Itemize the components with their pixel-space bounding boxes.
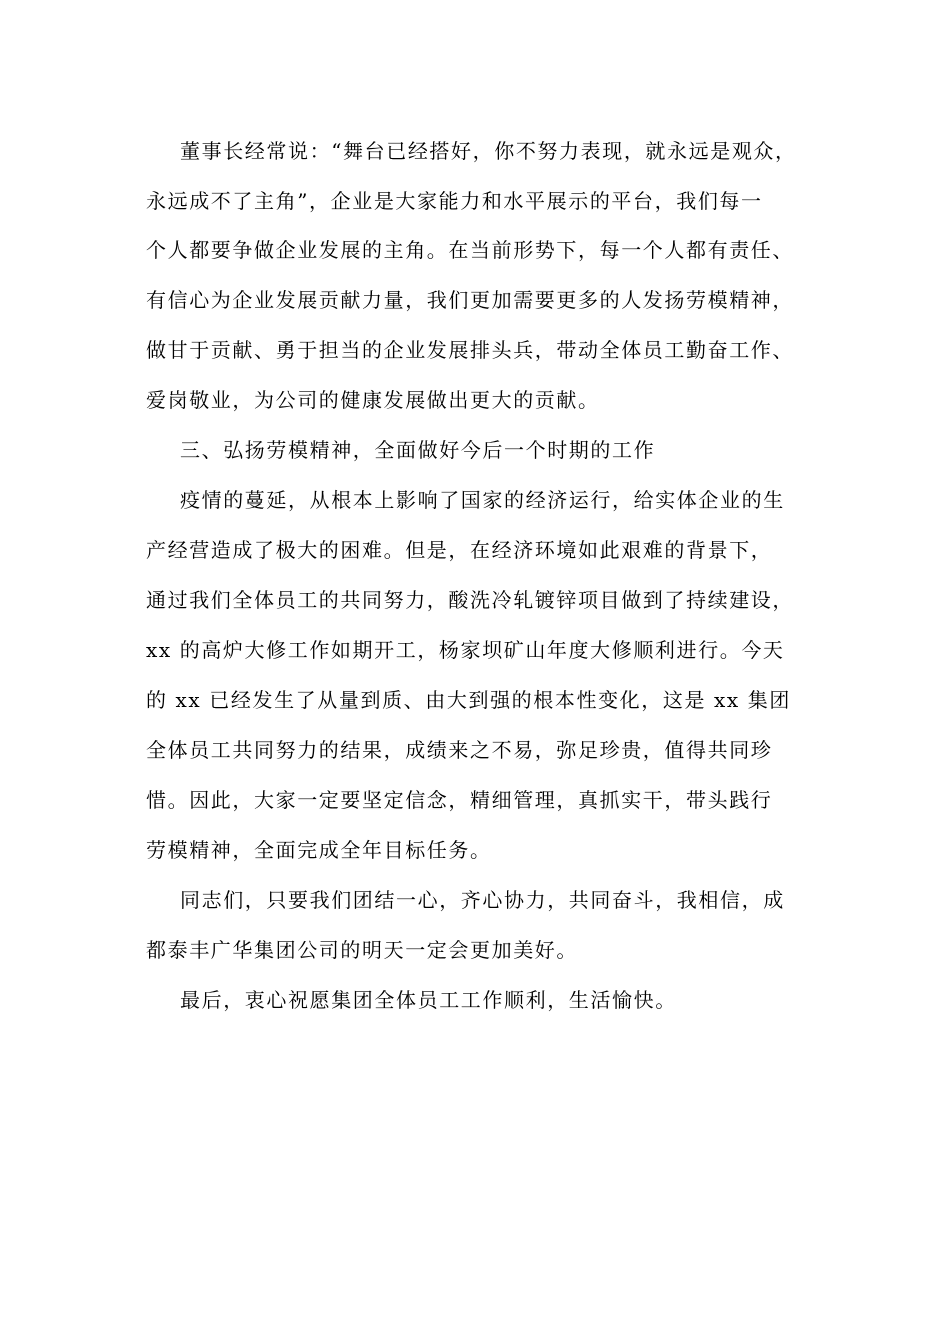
paragraph-3-line-7: 惜。因此，大家一定要坚定信念，精细管理，真抓实干，带头践行 [146, 788, 773, 812]
paragraph-5-line-1: 最后，衷心祝愿集团全体员工工作顺利，生活愉快。 [180, 988, 677, 1012]
paragraph-3-line-1: 疫情的蔓延，从根本上影响了国家的经济运行，给实体企业的生 [180, 488, 785, 512]
paragraph-4-line-2: 都泰丰广华集团公司的明天一定会更加美好。 [146, 938, 578, 962]
paragraph-1-line-5: 做甘于贡献、勇于担当的企业发展排头兵，带动全体员工勤奋工作、 [146, 338, 794, 362]
paragraph-3-line-5: 的 xx 已经发生了从量到质、由大到强的根本性变化，这是 xx 集团 [146, 688, 791, 712]
paragraph-4-line-1: 同志们，只要我们团结一心，齐心协力，共同奋斗，我相信，成 [180, 888, 785, 912]
paragraph-1-line-2: 永远成不了主角”，企业是大家能力和水平展示的平台，我们每一 [146, 189, 763, 213]
paragraph-1-line-3: 个人都要争做企业发展的主角。在当前形势下，每一个人都有责任、 [146, 238, 794, 262]
paragraph-1-line-6: 爱岗敬业，为公司的健康发展做出更大的贡献。 [146, 388, 600, 412]
paragraph-3-line-4: xx 的高炉大修工作如期开工，杨家坝矿山年度大修顺利进行。今天 [146, 638, 785, 662]
paragraph-1-line-1: 董事长经常说：“舞台已经搭好，你不努力表现，就永远是观众， [180, 139, 797, 163]
section-heading: 三、弘扬劳模精神，全面做好今后一个时期的工作 [180, 438, 656, 462]
paragraph-1-line-4: 有信心为企业发展贡献力量，我们更加需要更多的人发扬劳模精神， [146, 288, 794, 312]
paragraph-3-line-2: 产经营造成了极大的困难。但是，在经济环境如此艰难的背景下， [146, 538, 773, 562]
paragraph-3-line-3: 通过我们全体员工的共同努力，酸洗冷轧镀锌项目做到了持续建设， [146, 588, 794, 612]
paragraph-3-line-6: 全体员工共同努力的结果，成绩来之不易，弥足珍贵，值得共同珍 [146, 738, 773, 762]
paragraph-3-line-8: 劳模精神，全面完成全年目标任务。 [146, 838, 492, 862]
